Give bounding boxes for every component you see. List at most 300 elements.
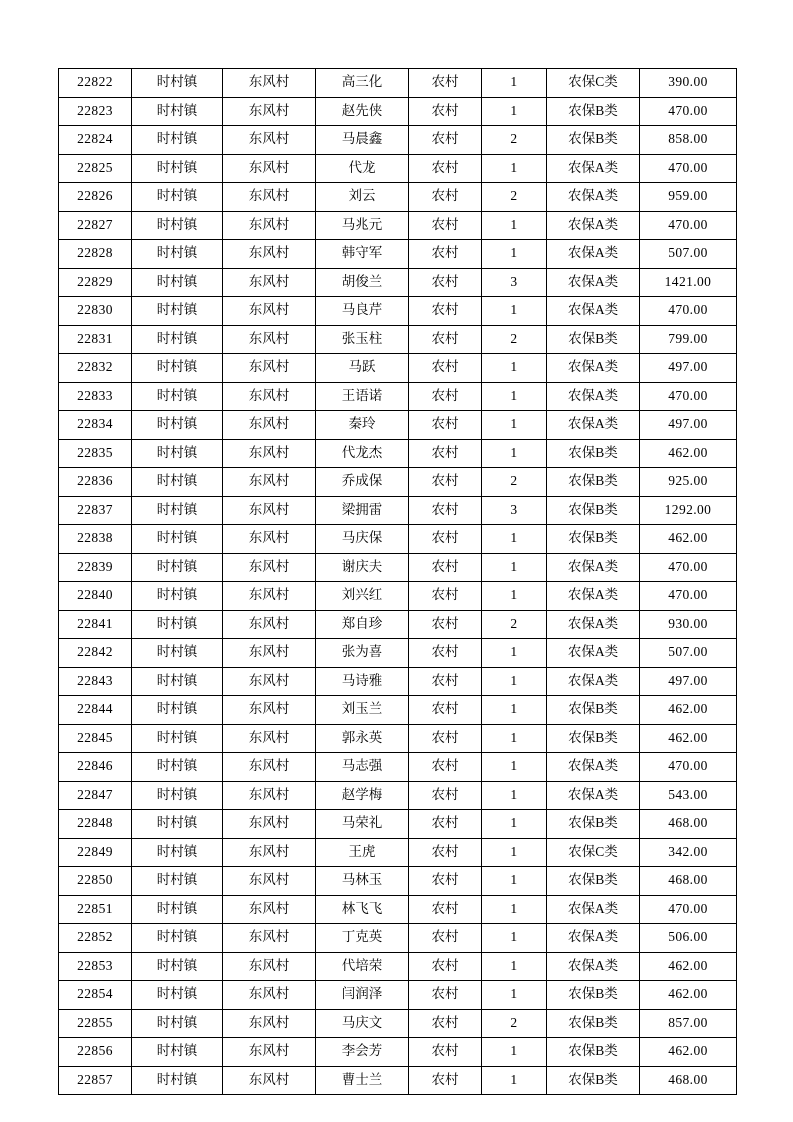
- cell-people-count: 1: [482, 439, 547, 468]
- cell-people-count: 1: [482, 582, 547, 611]
- cell-name: 马兆元: [316, 211, 409, 240]
- cell-town: 时村镇: [132, 1009, 223, 1038]
- cell-category: 农保A类: [547, 952, 640, 981]
- cell-name: 秦玲: [316, 411, 409, 440]
- cell-village: 东风村: [223, 952, 316, 981]
- cell-people-count: 1: [482, 240, 547, 269]
- cell-amount: 930.00: [640, 610, 737, 639]
- cell-amount: 470.00: [640, 211, 737, 240]
- cell-id: 22846: [59, 753, 132, 782]
- cell-people-count: 1: [482, 924, 547, 953]
- cell-name: 刘云: [316, 183, 409, 212]
- table-row: [59, 553, 737, 582]
- cell-household-type: 农村: [409, 1066, 482, 1095]
- table-row: [59, 781, 737, 810]
- cell-category: 农保B类: [547, 1009, 640, 1038]
- cell-category: 农保A类: [547, 240, 640, 269]
- cell-id: 22847: [59, 781, 132, 810]
- table-row: [59, 867, 737, 896]
- cell-town: 时村镇: [132, 639, 223, 668]
- cell-amount: 507.00: [640, 240, 737, 269]
- cell-name: 代龙杰: [316, 439, 409, 468]
- cell-name: 赵学梅: [316, 781, 409, 810]
- cell-village: 东风村: [223, 525, 316, 554]
- table-row: [59, 468, 737, 497]
- cell-town: 时村镇: [132, 610, 223, 639]
- cell-town: 时村镇: [132, 838, 223, 867]
- cell-household-type: 农村: [409, 240, 482, 269]
- cell-name: 郑自珍: [316, 610, 409, 639]
- cell-people-count: 1: [482, 724, 547, 753]
- table-row: [59, 240, 737, 269]
- cell-household-type: 农村: [409, 468, 482, 497]
- cell-town: 时村镇: [132, 753, 223, 782]
- cell-village: 东风村: [223, 354, 316, 383]
- cell-household-type: 农村: [409, 1038, 482, 1067]
- cell-id: 22822: [59, 69, 132, 98]
- cell-name: 马荣礼: [316, 810, 409, 839]
- cell-name: 马志强: [316, 753, 409, 782]
- cell-village: 东风村: [223, 981, 316, 1010]
- cell-category: 农保B类: [547, 525, 640, 554]
- cell-amount: 470.00: [640, 753, 737, 782]
- cell-amount: 506.00: [640, 924, 737, 953]
- cell-amount: 468.00: [640, 810, 737, 839]
- cell-people-count: 1: [482, 867, 547, 896]
- cell-category: 农保A类: [547, 753, 640, 782]
- cell-town: 时村镇: [132, 69, 223, 98]
- table-row: [59, 154, 737, 183]
- cell-village: 东风村: [223, 667, 316, 696]
- cell-people-count: 3: [482, 496, 547, 525]
- cell-category: 农保B类: [547, 496, 640, 525]
- cell-people-count: 1: [482, 1038, 547, 1067]
- cell-town: 时村镇: [132, 325, 223, 354]
- cell-id: 22857: [59, 1066, 132, 1095]
- cell-village: 东风村: [223, 154, 316, 183]
- cell-id: 22840: [59, 582, 132, 611]
- cell-village: 东风村: [223, 297, 316, 326]
- cell-people-count: 1: [482, 1066, 547, 1095]
- cell-amount: 959.00: [640, 183, 737, 212]
- cell-category: 农保A类: [547, 781, 640, 810]
- cell-household-type: 农村: [409, 696, 482, 725]
- cell-town: 时村镇: [132, 154, 223, 183]
- cell-name: 韩守军: [316, 240, 409, 269]
- cell-name: 刘玉兰: [316, 696, 409, 725]
- cell-category: 农保A类: [547, 895, 640, 924]
- cell-people-count: 1: [482, 952, 547, 981]
- cell-id: 22827: [59, 211, 132, 240]
- cell-town: 时村镇: [132, 183, 223, 212]
- cell-household-type: 农村: [409, 211, 482, 240]
- cell-village: 东风村: [223, 240, 316, 269]
- cell-amount: 543.00: [640, 781, 737, 810]
- cell-people-count: 1: [482, 895, 547, 924]
- cell-people-count: 2: [482, 325, 547, 354]
- cell-id: 22829: [59, 268, 132, 297]
- cell-category: 农保B类: [547, 724, 640, 753]
- cell-category: 农保B类: [547, 468, 640, 497]
- cell-village: 东风村: [223, 439, 316, 468]
- cell-id: 22833: [59, 382, 132, 411]
- cell-amount: 1292.00: [640, 496, 737, 525]
- table-row: [59, 525, 737, 554]
- cell-people-count: 1: [482, 154, 547, 183]
- cell-amount: 470.00: [640, 154, 737, 183]
- cell-town: 时村镇: [132, 354, 223, 383]
- cell-household-type: 农村: [409, 667, 482, 696]
- cell-village: 东风村: [223, 867, 316, 896]
- cell-household-type: 农村: [409, 354, 482, 383]
- cell-amount: 470.00: [640, 97, 737, 126]
- cell-name: 马晨鑫: [316, 126, 409, 155]
- cell-village: 东风村: [223, 1009, 316, 1038]
- cell-household-type: 农村: [409, 1009, 482, 1038]
- cell-category: 农保A类: [547, 553, 640, 582]
- cell-amount: 925.00: [640, 468, 737, 497]
- cell-id: 22830: [59, 297, 132, 326]
- cell-household-type: 农村: [409, 838, 482, 867]
- table-row: [59, 297, 737, 326]
- cell-people-count: 1: [482, 781, 547, 810]
- table-row: [59, 1038, 737, 1067]
- cell-category: 农保B类: [547, 867, 640, 896]
- cell-amount: 470.00: [640, 895, 737, 924]
- cell-village: 东风村: [223, 582, 316, 611]
- cell-id: 22853: [59, 952, 132, 981]
- cell-category: 农保B类: [547, 810, 640, 839]
- cell-category: 农保A类: [547, 354, 640, 383]
- cell-category: 农保B类: [547, 325, 640, 354]
- cell-name: 林飞飞: [316, 895, 409, 924]
- cell-id: 22839: [59, 553, 132, 582]
- cell-town: 时村镇: [132, 211, 223, 240]
- cell-category: 农保A类: [547, 924, 640, 953]
- cell-people-count: 1: [482, 211, 547, 240]
- table-row: [59, 411, 737, 440]
- cell-people-count: 1: [482, 667, 547, 696]
- cell-id: 22854: [59, 981, 132, 1010]
- cell-town: 时村镇: [132, 667, 223, 696]
- cell-category: 农保A类: [547, 154, 640, 183]
- cell-people-count: 1: [482, 838, 547, 867]
- cell-name: 乔成保: [316, 468, 409, 497]
- cell-name: 王语诺: [316, 382, 409, 411]
- cell-id: 22831: [59, 325, 132, 354]
- table-row: [59, 924, 737, 953]
- table-row: [59, 582, 737, 611]
- cell-town: 时村镇: [132, 952, 223, 981]
- cell-household-type: 农村: [409, 525, 482, 554]
- cell-id: 22823: [59, 97, 132, 126]
- cell-category: 农保A类: [547, 639, 640, 668]
- cell-people-count: 1: [482, 354, 547, 383]
- cell-household-type: 农村: [409, 981, 482, 1010]
- cell-people-count: 1: [482, 382, 547, 411]
- cell-category: 农保A类: [547, 211, 640, 240]
- cell-name: 马林玉: [316, 867, 409, 896]
- cell-household-type: 农村: [409, 154, 482, 183]
- table-row: [59, 439, 737, 468]
- table-row: [59, 981, 737, 1010]
- cell-town: 时村镇: [132, 97, 223, 126]
- cell-town: 时村镇: [132, 696, 223, 725]
- cell-people-count: 1: [482, 696, 547, 725]
- table-row: [59, 268, 737, 297]
- cell-village: 东风村: [223, 183, 316, 212]
- cell-town: 时村镇: [132, 810, 223, 839]
- cell-town: 时村镇: [132, 724, 223, 753]
- cell-id: 22834: [59, 411, 132, 440]
- table-row: [59, 810, 737, 839]
- cell-id: 22843: [59, 667, 132, 696]
- cell-name: 赵先侠: [316, 97, 409, 126]
- cell-id: 22838: [59, 525, 132, 554]
- cell-household-type: 农村: [409, 895, 482, 924]
- table-row: [59, 952, 737, 981]
- cell-amount: 470.00: [640, 553, 737, 582]
- cell-household-type: 农村: [409, 97, 482, 126]
- cell-town: 时村镇: [132, 496, 223, 525]
- cell-name: 李会芳: [316, 1038, 409, 1067]
- cell-household-type: 农村: [409, 781, 482, 810]
- cell-name: 马跃: [316, 354, 409, 383]
- table-row: [59, 753, 737, 782]
- table-body: [59, 69, 737, 1095]
- cell-people-count: 1: [482, 69, 547, 98]
- cell-village: 东风村: [223, 639, 316, 668]
- cell-amount: 470.00: [640, 297, 737, 326]
- cell-name: 曹士兰: [316, 1066, 409, 1095]
- cell-amount: 462.00: [640, 952, 737, 981]
- cell-amount: 497.00: [640, 411, 737, 440]
- cell-name: 代培荣: [316, 952, 409, 981]
- cell-name: 郭永英: [316, 724, 409, 753]
- beneficiary-table: [58, 68, 737, 1095]
- cell-name: 马诗雅: [316, 667, 409, 696]
- cell-people-count: 2: [482, 468, 547, 497]
- cell-household-type: 农村: [409, 268, 482, 297]
- cell-category: 农保A类: [547, 667, 640, 696]
- cell-people-count: 1: [482, 753, 547, 782]
- table-row: [59, 1066, 737, 1095]
- cell-village: 东风村: [223, 838, 316, 867]
- cell-household-type: 农村: [409, 496, 482, 525]
- cell-village: 东风村: [223, 468, 316, 497]
- cell-town: 时村镇: [132, 268, 223, 297]
- cell-id: 22837: [59, 496, 132, 525]
- cell-people-count: 2: [482, 610, 547, 639]
- table-row: [59, 838, 737, 867]
- cell-household-type: 农村: [409, 867, 482, 896]
- cell-category: 农保B类: [547, 439, 640, 468]
- cell-village: 东风村: [223, 924, 316, 953]
- cell-id: 22836: [59, 468, 132, 497]
- cell-amount: 497.00: [640, 354, 737, 383]
- cell-people-count: 1: [482, 297, 547, 326]
- cell-id: 22832: [59, 354, 132, 383]
- cell-household-type: 农村: [409, 810, 482, 839]
- cell-town: 时村镇: [132, 924, 223, 953]
- cell-amount: 470.00: [640, 382, 737, 411]
- cell-category: 农保A类: [547, 183, 640, 212]
- cell-id: 22841: [59, 610, 132, 639]
- cell-amount: 462.00: [640, 696, 737, 725]
- table-row: [59, 69, 737, 98]
- table-row: [59, 496, 737, 525]
- cell-people-count: 1: [482, 525, 547, 554]
- cell-town: 时村镇: [132, 411, 223, 440]
- cell-id: 22849: [59, 838, 132, 867]
- cell-village: 东风村: [223, 696, 316, 725]
- cell-household-type: 农村: [409, 297, 482, 326]
- cell-village: 东风村: [223, 553, 316, 582]
- cell-amount: 468.00: [640, 1066, 737, 1095]
- cell-amount: 468.00: [640, 867, 737, 896]
- cell-village: 东风村: [223, 325, 316, 354]
- cell-category: 农保A类: [547, 610, 640, 639]
- table-row: [59, 183, 737, 212]
- cell-amount: 497.00: [640, 667, 737, 696]
- cell-village: 东风村: [223, 211, 316, 240]
- cell-people-count: 1: [482, 97, 547, 126]
- cell-town: 时村镇: [132, 781, 223, 810]
- cell-people-count: 2: [482, 1009, 547, 1038]
- cell-household-type: 农村: [409, 126, 482, 155]
- cell-id: 22835: [59, 439, 132, 468]
- cell-id: 22826: [59, 183, 132, 212]
- cell-name: 高三化: [316, 69, 409, 98]
- table-row: [59, 354, 737, 383]
- cell-people-count: 1: [482, 411, 547, 440]
- cell-town: 时村镇: [132, 867, 223, 896]
- table-row: [59, 325, 737, 354]
- cell-id: 22848: [59, 810, 132, 839]
- cell-village: 东风村: [223, 268, 316, 297]
- cell-name: 张为喜: [316, 639, 409, 668]
- cell-category: 农保B类: [547, 1066, 640, 1095]
- cell-household-type: 农村: [409, 610, 482, 639]
- cell-people-count: 3: [482, 268, 547, 297]
- cell-amount: 470.00: [640, 582, 737, 611]
- cell-category: 农保A类: [547, 297, 640, 326]
- cell-household-type: 农村: [409, 639, 482, 668]
- cell-category: 农保B类: [547, 696, 640, 725]
- cell-people-count: 1: [482, 810, 547, 839]
- cell-amount: 507.00: [640, 639, 737, 668]
- cell-town: 时村镇: [132, 297, 223, 326]
- cell-category: 农保A类: [547, 582, 640, 611]
- cell-village: 东风村: [223, 1066, 316, 1095]
- cell-household-type: 农村: [409, 724, 482, 753]
- cell-amount: 462.00: [640, 1038, 737, 1067]
- cell-town: 时村镇: [132, 525, 223, 554]
- cell-village: 东风村: [223, 69, 316, 98]
- cell-town: 时村镇: [132, 981, 223, 1010]
- cell-amount: 857.00: [640, 1009, 737, 1038]
- cell-category: 农保B类: [547, 126, 640, 155]
- cell-name: 代龙: [316, 154, 409, 183]
- cell-household-type: 农村: [409, 952, 482, 981]
- cell-amount: 462.00: [640, 981, 737, 1010]
- cell-household-type: 农村: [409, 411, 482, 440]
- cell-name: 胡俊兰: [316, 268, 409, 297]
- cell-village: 东风村: [223, 382, 316, 411]
- cell-town: 时村镇: [132, 468, 223, 497]
- cell-household-type: 农村: [409, 553, 482, 582]
- cell-people-count: 1: [482, 553, 547, 582]
- cell-people-count: 1: [482, 981, 547, 1010]
- cell-town: 时村镇: [132, 382, 223, 411]
- cell-household-type: 农村: [409, 382, 482, 411]
- cell-category: 农保C类: [547, 838, 640, 867]
- cell-town: 时村镇: [132, 1038, 223, 1067]
- cell-category: 农保B类: [547, 97, 640, 126]
- cell-name: 张玉柱: [316, 325, 409, 354]
- cell-household-type: 农村: [409, 924, 482, 953]
- cell-id: 22856: [59, 1038, 132, 1067]
- table-row: [59, 382, 737, 411]
- cell-id: 22855: [59, 1009, 132, 1038]
- cell-people-count: 1: [482, 639, 547, 668]
- cell-id: 22852: [59, 924, 132, 953]
- cell-village: 东风村: [223, 97, 316, 126]
- table-row: [59, 126, 737, 155]
- cell-amount: 390.00: [640, 69, 737, 98]
- cell-name: 梁拥雷: [316, 496, 409, 525]
- cell-town: 时村镇: [132, 553, 223, 582]
- cell-town: 时村镇: [132, 439, 223, 468]
- cell-household-type: 农村: [409, 439, 482, 468]
- cell-amount: 799.00: [640, 325, 737, 354]
- cell-village: 东风村: [223, 753, 316, 782]
- cell-household-type: 农村: [409, 325, 482, 354]
- cell-people-count: 2: [482, 183, 547, 212]
- cell-village: 东风村: [223, 610, 316, 639]
- cell-village: 东风村: [223, 810, 316, 839]
- table-row: [59, 97, 737, 126]
- cell-village: 东风村: [223, 496, 316, 525]
- cell-amount: 342.00: [640, 838, 737, 867]
- cell-name: 闫润泽: [316, 981, 409, 1010]
- table-row: [59, 1009, 737, 1038]
- table-row: [59, 610, 737, 639]
- table-row: [59, 639, 737, 668]
- table-row: [59, 667, 737, 696]
- table-row: [59, 696, 737, 725]
- cell-village: 东风村: [223, 781, 316, 810]
- cell-amount: 462.00: [640, 439, 737, 468]
- cell-name: 丁克英: [316, 924, 409, 953]
- cell-name: 马庆文: [316, 1009, 409, 1038]
- cell-amount: 462.00: [640, 724, 737, 753]
- cell-village: 东风村: [223, 411, 316, 440]
- cell-household-type: 农村: [409, 582, 482, 611]
- table-row: [59, 895, 737, 924]
- cell-id: 22824: [59, 126, 132, 155]
- cell-category: 农保B类: [547, 1038, 640, 1067]
- cell-people-count: 2: [482, 126, 547, 155]
- cell-name: 马良芹: [316, 297, 409, 326]
- table-row: [59, 724, 737, 753]
- cell-name: 马庆保: [316, 525, 409, 554]
- cell-id: 22844: [59, 696, 132, 725]
- cell-town: 时村镇: [132, 1066, 223, 1095]
- cell-id: 22828: [59, 240, 132, 269]
- cell-town: 时村镇: [132, 582, 223, 611]
- cell-amount: 462.00: [640, 525, 737, 554]
